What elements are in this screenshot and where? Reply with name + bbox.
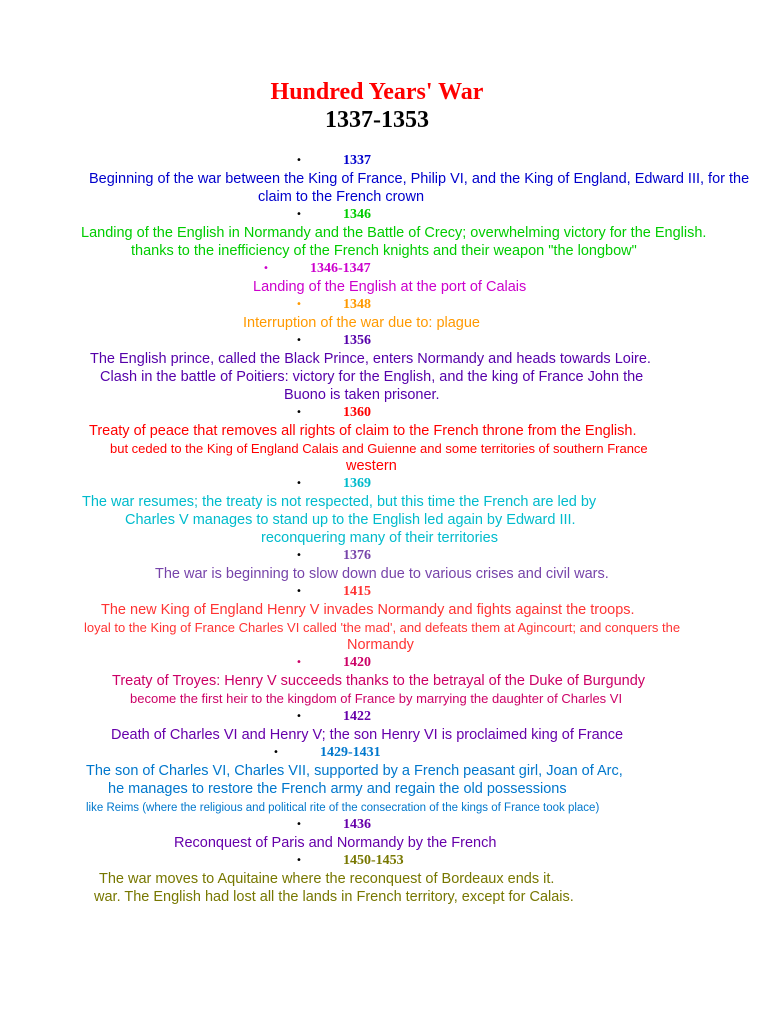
event-description-line [0,870,768,888]
event-description-line [0,672,768,690]
event-description-line [0,834,768,852]
event-description-text: The son of Charles VI, Charles VII, supported by a French peasant girl, Joan of Arc, [86,763,623,779]
event-description-line [0,170,768,188]
event-description-text: become the first heir to the kingdom of France by marrying the daughter of Charles VI [130,691,623,706]
event-description-text: Death of Charles VI and Henry V; the son Henry VI is proclaimed king of France [111,727,624,743]
event-description-text: The war resumes; the treaty is not respected, but this time the French are led by [82,494,597,510]
event-description-text: The war is beginning to slow down due to various crises and civil wars. [155,566,609,582]
event-description-line [0,529,768,547]
event-year: 1450-1453 [343,853,404,868]
event-year: 1337 [343,153,371,168]
event-description-line [0,350,768,368]
event-description-text: Charles V manages to stand up to the English led again by Edward III. [125,512,576,528]
event-description-text: Clash in the battle of Poitiers: victory for the English, and the king of France John the [100,369,644,385]
event-description-text: The war moves to Aquitaine where the reconquest of Bordeaux ends it. [99,871,555,887]
bullet-icon: • [296,299,302,310]
event-description-line [0,726,768,744]
event-year: 1346 [343,207,371,222]
bullet-icon: • [296,711,302,722]
bullet-icon: • [296,819,302,830]
event-description-text: claim to the French crown [258,189,425,205]
event-description-line [0,601,768,619]
bullet-icon: • [296,550,302,561]
event-description-text: The new King of England Henry V invades Normandy and fights against the troops. [101,602,635,618]
event-year: 1422 [343,709,371,724]
event-description-text: loyal to the King of France Charles VI called 'the mad', and defeats them at Agincourt; and conquers the [84,620,681,635]
page-title: Hundred Years' War [270,79,484,105]
event-description-line [0,798,768,816]
event-year: 1369 [343,476,371,491]
event-year: 1436 [343,817,371,832]
bullet-icon: • [296,855,302,866]
bullet-icon: • [296,155,302,166]
event-description-line [0,690,768,708]
bullet-icon: • [263,263,269,274]
event-description-text: western [346,458,397,474]
bullet-icon: • [296,586,302,597]
event-description-line [0,762,768,780]
event-description-line [0,636,768,654]
bullet-icon: • [296,407,302,418]
event-description-text: thanks to the inefficiency of the French knights and their weapon "the longbow" [131,243,637,259]
event-description-text: war. The English had lost all the lands in French territory, except for Calais. [94,889,574,905]
event-description-line [0,314,768,332]
event-description-text: Beginning of the war between the King of France, Philip VI, and the King of England, Edward III, for the [89,171,750,187]
event-description-line [0,493,768,511]
event-description-text: he manages to restore the French army and regain the old possessions [108,781,567,797]
event-description-line [0,888,768,906]
event-description-line [0,278,768,296]
event-description-line [0,386,768,404]
event-description-text: like Reims (where the religious and political rite of the consecration of the kings of France took place) [86,802,600,814]
event-description-text: The English prince, called the Black Prince, enters Normandy and heads towards Loire. [90,351,651,367]
event-description-text: Landing of the English at the port of Calais [253,279,527,295]
bullet-icon: • [296,335,302,346]
event-year: 1376 [343,548,371,563]
event-description-line [0,242,768,260]
event-description-text: Treaty of Troyes: Henry V succeeds thanks to the betrayal of the Duke of Burgundy [112,673,646,689]
bullet-icon: • [273,747,279,758]
page-subtitle: 1337-1353 [325,107,429,133]
event-description-text: Normandy [347,637,414,653]
event-description-line [0,457,768,475]
event-description-line [0,224,768,242]
event-year: 1346-1347 [310,261,371,276]
event-description-text: Reconquest of Paris and Normandy by the French [174,835,497,851]
bullet-icon: • [296,478,302,489]
event-year: 1415 [343,584,371,599]
event-description-text: Landing of the English in Normandy and the Battle of Crecy; overwhelming victory for the English. [81,225,707,241]
event-year: 1348 [343,297,371,312]
event-year: 1360 [343,405,371,420]
bullet-icon: • [296,657,302,668]
event-year: 1356 [343,333,371,348]
event-description-line [0,422,768,440]
event-description-text: Buono is taken prisoner. [284,387,440,403]
bullet-icon: • [296,209,302,220]
event-description-line [0,565,768,583]
event-year: 1429-1431 [320,745,381,760]
event-description-text: Interruption of the war due to: plague [243,315,480,331]
event-description-line [0,188,768,206]
event-description-line [0,780,768,798]
event-description-line [0,440,768,458]
event-description-text: reconquering many of their territories [261,530,498,546]
event-description-line [0,511,768,529]
event-description-text: Treaty of peace that removes all rights of claim to the French throne from the English. [89,423,637,439]
event-description-line [0,368,768,386]
event-description-line [0,619,768,637]
event-year: 1420 [343,655,371,670]
event-description-text: but ceded to the King of England Calais and Guienne and some territories of southern France [110,441,648,456]
